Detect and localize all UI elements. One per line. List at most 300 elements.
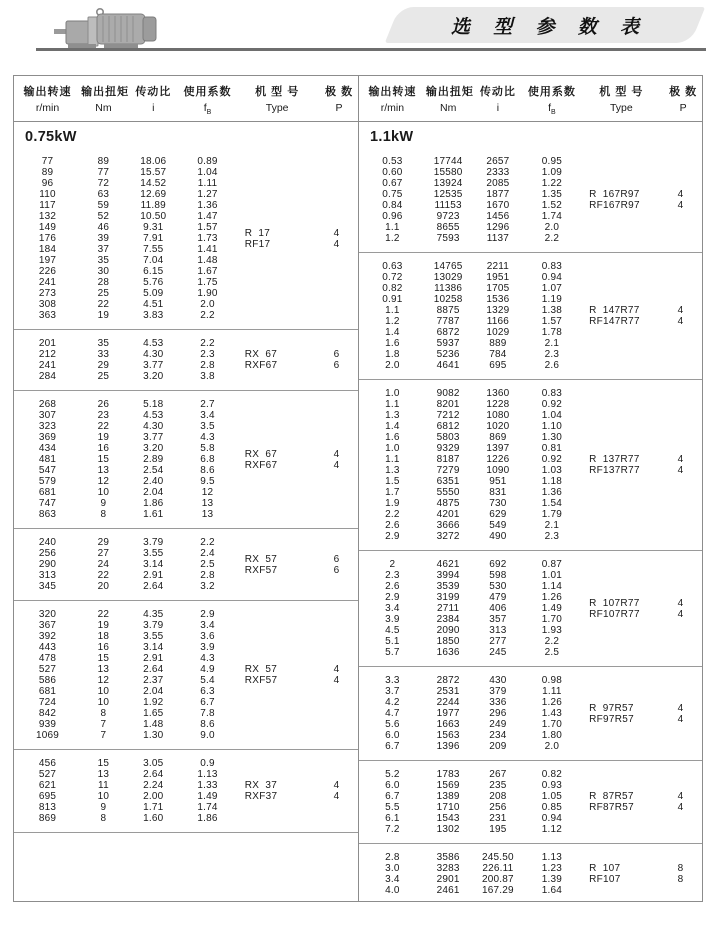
- cell-speed: 77: [41, 156, 54, 168]
- cell-factor: 1.33: [197, 780, 218, 792]
- cell-factor: 1.07: [541, 283, 563, 295]
- cell-ratio: 831: [489, 487, 507, 499]
- table-half-right: [358, 76, 702, 901]
- cell-speed: 5.6: [385, 719, 400, 731]
- header-speed: [14, 83, 81, 116]
- pole-count: 4: [677, 713, 684, 725]
- cell-speed: 1.8: [385, 349, 400, 361]
- cell-torque: 9329: [436, 443, 460, 455]
- cell-ratio: 3.05: [143, 758, 164, 770]
- type-label: RXF57: [244, 564, 278, 576]
- cell-torque: 35: [97, 338, 110, 350]
- cell-factor: 1.49: [197, 791, 218, 803]
- cell-speed: 4.7: [385, 708, 400, 720]
- cell-ratio: 6.15: [143, 266, 164, 278]
- type-label: R 137R77: [589, 454, 640, 466]
- cell-torque: 29: [97, 537, 110, 549]
- cell-ratio: 1090: [486, 465, 510, 477]
- cell-speed: 939: [38, 719, 57, 731]
- header-torque-unit: Nm: [95, 102, 112, 114]
- cell-ratio: 869: [489, 432, 507, 444]
- cell-ratio: 357: [489, 614, 507, 626]
- type-box: [231, 601, 358, 749]
- cell-factor: 1.19: [541, 294, 563, 306]
- type-label: RF147R77: [589, 316, 640, 328]
- data-block: [14, 391, 358, 529]
- cell-factor: 2.1: [544, 520, 560, 532]
- type-label: R 147R77: [589, 305, 640, 317]
- cell-torque: 22: [97, 299, 110, 311]
- cell-speed: 2.8: [385, 852, 400, 864]
- header-rule: [36, 48, 706, 51]
- cell-ratio: 2085: [486, 178, 510, 190]
- cell-ratio: 695: [489, 360, 507, 372]
- cell-torque: 19: [97, 620, 110, 632]
- cell-ratio: 1.30: [143, 730, 164, 742]
- cell-factor: 1.13: [541, 852, 563, 864]
- type-line: [231, 349, 358, 360]
- cell-torque: 1850: [436, 636, 460, 648]
- cell-ratio: 1705: [486, 283, 510, 295]
- type-label: RF167R97: [589, 200, 640, 212]
- cell-ratio: 336: [489, 697, 507, 709]
- cell-speed: 1.6: [385, 432, 400, 444]
- pole-count: 4: [333, 791, 340, 803]
- cell-ratio: 14.52: [140, 178, 167, 190]
- cell-speed: 1.1: [385, 399, 400, 411]
- cell-factor: 1.04: [541, 410, 563, 422]
- cell-ratio: 245.50: [481, 852, 514, 864]
- cell-factor: 13: [201, 498, 214, 510]
- type-box: [575, 380, 702, 550]
- header-pole-cn: 极 数: [669, 86, 698, 98]
- cell-speed: 307: [38, 410, 57, 422]
- column-header-row: [359, 76, 702, 122]
- cell-torque: 1783: [436, 769, 460, 781]
- cell-factor: 2.7: [200, 399, 215, 411]
- cell-factor: 0.95: [541, 156, 563, 168]
- power-rating-label: 1.1kW: [370, 129, 414, 146]
- cell-factor: 1.57: [197, 222, 218, 234]
- cell-speed: 681: [38, 487, 57, 499]
- cell-factor: 1.10: [541, 421, 563, 433]
- type-box: [231, 529, 358, 600]
- cell-ratio: 598: [489, 570, 507, 582]
- cell-ratio: 5.09: [143, 288, 164, 300]
- cell-torque: 19: [97, 432, 110, 444]
- cell-speed: 369: [38, 432, 57, 444]
- cell-factor: 1.67: [197, 266, 218, 278]
- cell-factor: 1.93: [541, 625, 563, 637]
- cell-speed: 0.84: [382, 200, 403, 212]
- cell-torque: 22: [97, 421, 110, 433]
- cell-torque: 7: [100, 730, 107, 742]
- cell-speed: 527: [38, 769, 57, 781]
- cell-factor: 0.81: [541, 443, 563, 455]
- cell-torque: 1977: [436, 708, 460, 720]
- cell-speed: 3.3: [385, 675, 400, 687]
- cell-torque: 5937: [436, 338, 460, 350]
- cell-factor: 1.22: [541, 178, 563, 190]
- cell-ratio: 1397: [486, 443, 510, 455]
- cell-ratio: 1.61: [143, 509, 164, 521]
- cell-torque: 18: [97, 631, 110, 643]
- cell-speed: 268: [38, 399, 57, 411]
- type-line: [575, 454, 702, 465]
- cell-ratio: 3.14: [143, 642, 164, 654]
- data-block: [14, 330, 358, 391]
- cell-speed: 2: [389, 559, 396, 571]
- cell-torque: 13924: [433, 178, 463, 190]
- cell-torque: 8201: [436, 399, 460, 411]
- cell-speed: 240: [38, 537, 57, 549]
- cell-torque: 14765: [433, 261, 463, 273]
- cell-ratio: 1.86: [143, 498, 164, 510]
- cell-factor: 1.74: [197, 802, 218, 814]
- data-block: [359, 253, 702, 380]
- type-line: [231, 565, 358, 576]
- cell-ratio: 245: [489, 647, 507, 659]
- cell-ratio: 1166: [486, 316, 510, 328]
- cell-ratio: 3.55: [143, 631, 164, 643]
- cell-ratio: 195: [489, 824, 507, 836]
- cell-speed: 4.5: [385, 625, 400, 637]
- cell-speed: 456: [38, 758, 57, 770]
- cell-ratio: 530: [489, 581, 507, 593]
- cell-torque: 52: [97, 211, 110, 223]
- type-box: [231, 391, 358, 528]
- cell-factor: 2.5: [544, 647, 560, 659]
- cell-torque: 23: [97, 410, 110, 422]
- cell-ratio: 2.64: [143, 581, 164, 593]
- cell-torque: 10: [97, 686, 110, 698]
- header-type-cn: 机 型 号: [599, 86, 644, 98]
- cell-torque: 37: [97, 244, 110, 256]
- type-label: R 97R57: [589, 702, 634, 714]
- cell-factor: 3.4: [200, 410, 215, 422]
- cell-factor: 0.94: [541, 813, 563, 825]
- cell-factor: 1.39: [541, 874, 563, 886]
- cell-torque: 2872: [436, 675, 460, 687]
- cell-speed: 184: [38, 244, 57, 256]
- cell-factor: 1.18: [541, 476, 563, 488]
- cell-factor: 1.26: [541, 592, 563, 604]
- type-line: [575, 874, 702, 885]
- cell-factor: 6.7: [200, 697, 215, 709]
- cell-speed: 1.1: [385, 305, 400, 317]
- type-box: [575, 551, 702, 666]
- cell-speed: 284: [38, 371, 57, 383]
- cell-speed: 0.75: [382, 189, 403, 201]
- cell-torque: 7787: [436, 316, 460, 328]
- cell-speed: 813: [38, 802, 57, 814]
- cell-ratio: 2.91: [143, 570, 164, 582]
- type-line: [231, 360, 358, 371]
- cell-speed: 6.0: [385, 780, 400, 792]
- cell-speed: 1.3: [385, 410, 400, 422]
- type-line: [575, 791, 702, 802]
- cell-speed: 0.67: [382, 178, 403, 190]
- cell-ratio: 889: [489, 338, 507, 350]
- cell-speed: 1.0: [385, 388, 400, 400]
- cell-speed: 197: [38, 255, 57, 267]
- cell-ratio: 1226: [486, 454, 510, 466]
- type-line: [575, 465, 702, 476]
- cell-factor: 2.2: [200, 338, 215, 350]
- cell-speed: 5.7: [385, 647, 400, 659]
- cell-torque: 7279: [436, 465, 460, 477]
- type-line: [575, 609, 702, 620]
- cell-torque: 3272: [436, 531, 460, 543]
- cell-factor: 2.5: [200, 559, 215, 571]
- cell-ratio: 1536: [486, 294, 510, 306]
- type-line: [575, 863, 702, 874]
- cell-torque: 12: [97, 675, 110, 687]
- header-factor-sub: B: [206, 109, 212, 117]
- header-factor-unit: $f_B$: [548, 102, 556, 117]
- cell-speed: 367: [38, 620, 57, 632]
- cell-torque: 1636: [436, 647, 460, 659]
- cell-ratio: 1020: [486, 421, 510, 433]
- cell-speed: 2.3: [385, 570, 400, 582]
- cell-torque: 33: [97, 349, 110, 361]
- cell-factor: 2.2: [200, 310, 215, 322]
- cell-torque: 11153: [434, 200, 462, 212]
- cell-speed: 1.6: [385, 338, 400, 350]
- cell-torque: 10: [97, 487, 110, 499]
- cell-ratio: 3.14: [143, 559, 164, 571]
- cell-speed: 6.7: [385, 791, 400, 803]
- cell-speed: 681: [38, 686, 57, 698]
- cell-factor: 1.43: [541, 708, 563, 720]
- pole-count: 6: [333, 553, 340, 565]
- cell-torque: 5236: [436, 349, 460, 361]
- cell-torque: 8875: [436, 305, 460, 317]
- cell-factor: 2.1: [544, 338, 560, 350]
- cell-ratio: 3.79: [143, 537, 164, 549]
- cell-torque: 5803: [436, 432, 460, 444]
- cell-factor: 3.2: [200, 581, 215, 593]
- header-speed-cn: 输出转速: [368, 86, 417, 98]
- cell-ratio: 4.51: [143, 299, 164, 311]
- cell-torque: 2384: [436, 614, 460, 626]
- type-box: [575, 844, 702, 904]
- cell-ratio: 1877: [486, 189, 510, 201]
- header-type-cn: 机 型 号: [255, 86, 300, 98]
- type-line: [575, 714, 702, 725]
- cell-ratio: 1.48: [143, 719, 164, 731]
- cell-ratio: 1456: [486, 211, 510, 223]
- type-label: RF17: [244, 238, 271, 250]
- cell-torque: 72: [97, 178, 110, 190]
- cell-ratio: 2.24: [143, 780, 164, 792]
- cell-torque: 19: [97, 310, 110, 322]
- header-ratio-cn: 传动比: [135, 86, 172, 98]
- cell-torque: 30: [97, 266, 110, 278]
- header-speed-cn: 输出转速: [23, 86, 72, 98]
- type-line: [231, 460, 358, 471]
- header-type-unit: Type: [265, 102, 289, 114]
- cell-factor: 5.4: [200, 675, 215, 687]
- cell-factor: 2.9: [200, 609, 215, 621]
- header-type-unit: Type: [609, 102, 633, 114]
- pole-count: 4: [677, 189, 684, 201]
- data-block: [359, 667, 702, 761]
- column-header-row: [14, 76, 358, 122]
- data-block: [14, 529, 358, 601]
- cell-torque: 25: [97, 371, 110, 383]
- cell-speed: 149: [38, 222, 57, 234]
- cell-factor: 1.70: [541, 719, 563, 731]
- cell-speed: 89: [41, 167, 54, 179]
- type-line: [231, 675, 358, 686]
- cell-factor: 3.8: [200, 371, 215, 383]
- type-line: [231, 791, 358, 802]
- pole-count: 4: [333, 780, 340, 792]
- cell-torque: 22: [97, 609, 110, 621]
- cell-speed: 273: [38, 288, 57, 300]
- type-box: [575, 148, 702, 252]
- cell-ratio: 3.55: [143, 548, 164, 560]
- cell-ratio: 2.00: [143, 791, 164, 803]
- header-pole-cn: 极 数: [325, 86, 354, 98]
- pole-count: 4: [333, 238, 340, 250]
- cell-torque: 13: [97, 664, 110, 676]
- cell-speed: 2.2: [385, 509, 400, 521]
- cell-ratio: 2333: [486, 167, 510, 179]
- cell-factor: 1.41: [197, 244, 218, 256]
- cell-factor: 0.94: [541, 272, 563, 284]
- cell-ratio: 730: [489, 498, 507, 510]
- cell-ratio: 2.64: [143, 664, 164, 676]
- cell-ratio: 296: [489, 708, 507, 720]
- cell-factor: 2.3: [200, 349, 215, 361]
- cell-torque: 10: [97, 791, 110, 803]
- cell-ratio: 5.76: [143, 277, 164, 289]
- cell-ratio: 4.30: [143, 349, 164, 361]
- cell-torque: 7212: [436, 410, 460, 422]
- type-label: RXF37: [244, 791, 278, 803]
- data-block: [359, 148, 702, 253]
- cell-factor: 12: [201, 487, 214, 499]
- cell-factor: 4.3: [200, 432, 215, 444]
- pole-count: 4: [677, 702, 684, 714]
- cell-ratio: 3.83: [143, 310, 164, 322]
- cell-speed: 3.4: [385, 874, 400, 886]
- cell-factor: 2.2: [544, 636, 560, 648]
- cell-torque: 3994: [436, 570, 460, 582]
- cell-speed: 0.91: [382, 294, 403, 306]
- pole-count: 6: [333, 360, 340, 372]
- cell-torque: 1389: [436, 791, 460, 803]
- cell-speed: 1.4: [385, 327, 400, 339]
- cell-factor: 3.5: [200, 421, 215, 433]
- cell-torque: 2461: [436, 885, 460, 897]
- cell-torque: 1302: [436, 824, 460, 836]
- cell-factor: 1.30: [541, 432, 563, 444]
- cell-torque: 16: [97, 443, 110, 455]
- cell-ratio: 2.04: [143, 487, 164, 499]
- cell-factor: 1.80: [541, 730, 563, 742]
- cell-ratio: 2.04: [143, 686, 164, 698]
- cell-torque: 13029: [433, 272, 463, 284]
- cell-ratio: 1951: [486, 272, 510, 284]
- type-line: [231, 228, 358, 239]
- cell-factor: 6.8: [200, 454, 215, 466]
- cell-torque: 35: [97, 255, 110, 267]
- type-label: RXF67: [244, 360, 278, 372]
- header-type: [578, 83, 664, 116]
- cell-ratio: 234: [489, 730, 507, 742]
- cell-factor: 1.75: [197, 277, 218, 289]
- pole-count: 4: [677, 316, 684, 328]
- cell-speed: 2.9: [385, 592, 400, 604]
- cell-ratio: 2.91: [143, 653, 164, 665]
- cell-torque: 8: [100, 708, 107, 720]
- type-label: RX 67: [244, 448, 278, 460]
- cell-speed: 0.82: [382, 283, 403, 295]
- type-label: RF107: [589, 874, 621, 886]
- header-torque: [425, 83, 474, 116]
- cell-ratio: 256: [489, 802, 507, 814]
- cell-ratio: 1670: [486, 200, 510, 212]
- pole-count: 8: [677, 874, 684, 886]
- cell-factor: 1.47: [197, 211, 218, 223]
- cell-speed: 1.1: [385, 222, 400, 234]
- cell-factor: 2.0: [200, 299, 215, 311]
- cell-torque: 89: [97, 156, 110, 168]
- cell-speed: 547: [38, 465, 57, 477]
- cell-factor: 1.11: [542, 686, 562, 698]
- type-line: [575, 200, 702, 211]
- cell-speed: 1.2: [385, 233, 400, 245]
- cell-ratio: 2.64: [143, 769, 164, 781]
- cell-torque: 2244: [436, 697, 460, 709]
- cell-speed: 2.0: [385, 360, 400, 372]
- cell-torque: 27: [97, 548, 110, 560]
- cell-speed: 6.7: [385, 741, 400, 753]
- cell-factor: 1.04: [197, 167, 218, 179]
- cell-torque: 1543: [436, 813, 460, 825]
- cell-factor: 1.90: [197, 288, 218, 300]
- cell-ratio: 167.29: [481, 885, 514, 897]
- cell-torque: 28: [97, 277, 110, 289]
- header-speed-unit: r/min: [380, 102, 405, 114]
- cell-torque: 10258: [433, 294, 463, 306]
- cell-ratio: 7.91: [143, 233, 164, 245]
- cell-ratio: 784: [489, 349, 507, 361]
- type-line: [575, 703, 702, 714]
- cell-factor: 0.87: [541, 559, 563, 571]
- cell-speed: 212: [38, 349, 57, 361]
- cell-factor: 0.82: [541, 769, 563, 781]
- cell-torque: 77: [97, 167, 110, 179]
- cell-torque: 46: [97, 222, 110, 234]
- cell-torque: 15: [97, 653, 110, 665]
- type-label: RF137R77: [589, 465, 640, 477]
- cell-speed: 3.0: [385, 863, 400, 875]
- cell-speed: 6.0: [385, 730, 400, 742]
- cell-factor: 1.11: [197, 178, 218, 190]
- gearmotor-photo-icon: [52, 4, 172, 54]
- pole-count: 4: [333, 675, 340, 687]
- cell-torque: 13: [97, 769, 110, 781]
- cell-factor: 6.3: [200, 686, 215, 698]
- cell-ratio: 4.35: [143, 609, 164, 621]
- type-label: RF97R57: [589, 713, 634, 725]
- data-block: [359, 844, 702, 904]
- table-half-left: [14, 76, 358, 901]
